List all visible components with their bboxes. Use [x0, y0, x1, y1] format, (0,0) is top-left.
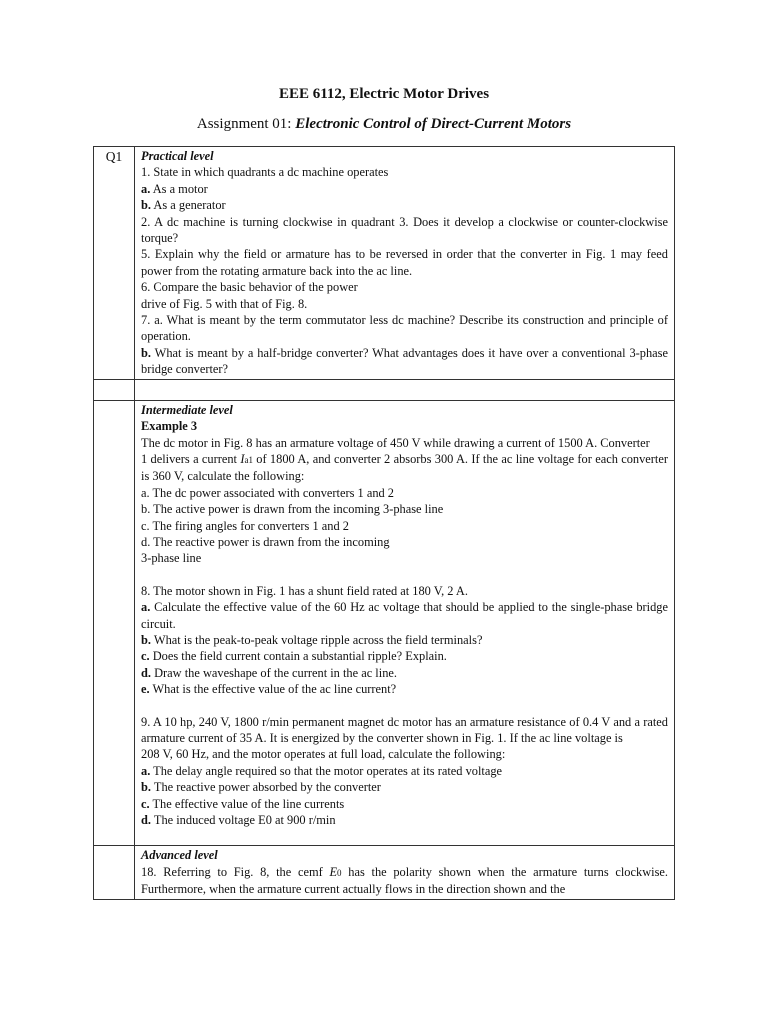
q8-item-text: What is the effective value of the ac line current?: [149, 682, 397, 697]
advanced-cell: [135, 846, 675, 899]
q9-item-marker: c.: [141, 796, 150, 811]
q9-intro-continued: 208 V, 60 Hz, and the motor operates at full load, calculate the following:: [141, 747, 506, 762]
q9-item: [141, 779, 668, 795]
practical-line-text: As a generator: [151, 198, 226, 213]
q9-intro: 9. A 10 hp, 240 V, 1800 r/min permanent magnet dc motor has an armature resistance of 0.4 V and a rated armature current of 35 A. It is energized by the converter shown in Fig. 1. If the ac line voltage is: [141, 714, 668, 745]
advanced-row: [94, 846, 675, 899]
intermediate-level-heading: Intermediate level: [141, 402, 233, 417]
intermediate-cell: [135, 400, 675, 846]
q8-item: [141, 648, 668, 664]
practical-line-text: What is meant by a half-bridge converter? What advantages does it have over a conventional 3-phase bridge converter?: [141, 345, 668, 377]
q9-item: [141, 763, 668, 779]
empty-cell: [94, 379, 135, 400]
intermediate-row: [94, 400, 675, 846]
practical-line: [141, 214, 668, 247]
empty-cell: [94, 400, 135, 846]
q9-item: [141, 796, 668, 812]
practical-line: [141, 279, 668, 295]
q8-item: [141, 632, 668, 648]
advanced-line: 18. Referring to Fig. 8, the cemf E0 has the polarity shown when the armature turns clockwise. Furthermore, when the armature current actually flows in the direction shown and the: [141, 864, 668, 897]
q8-item-marker: a.: [141, 600, 151, 615]
q9-item-text: The reactive power absorbed by the converter: [151, 780, 381, 795]
q9-item-text: The delay angle required so that the motor operates at its rated voltage: [150, 763, 503, 778]
q9-item-marker: a.: [141, 763, 151, 778]
q9-item-marker: b.: [141, 780, 151, 795]
practical-line-marker: a.: [141, 181, 151, 196]
empty-cell: [94, 846, 135, 899]
practical-line-text: 1. State in which quadrants a dc machine operates: [141, 165, 389, 180]
practical-level-heading: Practical level: [141, 149, 214, 163]
practical-line: [141, 181, 668, 197]
example-line: 1 delivers a current Ia1 of 1800 A, and converter 2 absorbs 300 A. If the ac line voltage for each converter is 360 V, calculate the following:: [141, 451, 668, 484]
practical-line-text: 6. Compare the basic behavior of the power: [141, 280, 358, 295]
q9-item-text: The effective value of the line currents: [149, 796, 345, 811]
example-line: The dc motor in Fig. 8 has an armature voltage of 450 V while drawing a current of 1500 A. Converter: [141, 435, 650, 450]
document-title: EEE 6112, Electric Motor Drives: [278, 86, 490, 102]
example-line: c. The firing angles for converters 1 and 2: [141, 518, 349, 533]
practical-line-marker: b.: [141, 198, 151, 213]
q9-item: [141, 812, 668, 828]
q8-items: [141, 599, 668, 697]
q8-item-text: Draw the waveshape of the current in the ac line.: [151, 665, 397, 680]
question-label: Q1: [94, 147, 135, 380]
practical-line-marker: b.: [141, 345, 151, 360]
example-line: a. The dc power associated with converters 1 and 2: [141, 485, 395, 500]
spacer: [141, 567, 668, 583]
empty-row: [94, 379, 675, 400]
q8-item: [141, 665, 668, 681]
practical-line: [141, 197, 668, 213]
empty-cell: [135, 379, 675, 400]
practical-line: [141, 345, 668, 378]
questions-table: [93, 146, 675, 900]
assignment-name: Electronic Control of Direct-Current Motors: [295, 116, 572, 132]
practical-line-text: As a motor: [150, 181, 208, 196]
q8-item-text: Does the field current contain a substantial ripple? Explain.: [149, 649, 447, 664]
q8-item-text: Calculate the effective value of the 60 Hz ac voltage that should be applied to the single-phase bridge circuit.: [141, 600, 668, 631]
q9-item-text: The induced voltage E0 at 900 r/min: [151, 813, 336, 828]
q8-item-marker: b.: [141, 632, 151, 647]
spacer: [141, 698, 668, 714]
advanced-level-heading: Advanced level: [141, 848, 218, 863]
q8-item: [141, 681, 668, 697]
practical-line: [141, 312, 668, 345]
practical-cell: [135, 147, 675, 380]
q8-item-text: What is the peak-to-peak voltage ripple across the field terminals?: [151, 632, 483, 647]
q8-intro: 8. The motor shown in Fig. 1 has a shunt field rated at 180 V, 2 A.: [141, 583, 468, 598]
example-line: d. The reactive power is drawn from the incoming: [141, 534, 390, 549]
q9-item-marker: d.: [141, 813, 151, 828]
q8-item-marker: c.: [141, 649, 150, 664]
practical-lines: [141, 164, 668, 377]
example-line: b. The active power is drawn from the incoming 3-phase line: [141, 502, 444, 517]
assignment-heading: [0, 116, 768, 133]
practical-line-text: 7. a. What is meant by the term commutator less dc machine? Describe its construction and principle of operation.: [141, 313, 668, 344]
practical-line: [141, 246, 668, 279]
q8-item: [141, 599, 668, 632]
practical-line-text: 5. Explain why the field or armature has to be reversed in order that the converter in Fig. 1 may feed power from the rotating armature back into the ac line.: [141, 247, 668, 278]
practical-line-text: 2. A dc machine is turning clockwise in quadrant 3. Does it develop a clockwise or counter-clockwise torque?: [141, 214, 668, 246]
q8-item-marker: d.: [141, 665, 151, 680]
q9-items: [141, 763, 668, 829]
practical-line-text: drive of Fig. 5 with that of Fig. 8.: [141, 296, 308, 311]
spacer: [141, 828, 668, 844]
example-line: 3-phase line: [141, 551, 202, 566]
example-heading: Example 3: [141, 419, 198, 434]
practical-row: [94, 147, 675, 380]
assignment-prefix: Assignment 01:: [196, 116, 296, 132]
q8-item-marker: e.: [141, 682, 150, 697]
practical-line: [141, 296, 668, 312]
practical-line: [141, 164, 668, 180]
